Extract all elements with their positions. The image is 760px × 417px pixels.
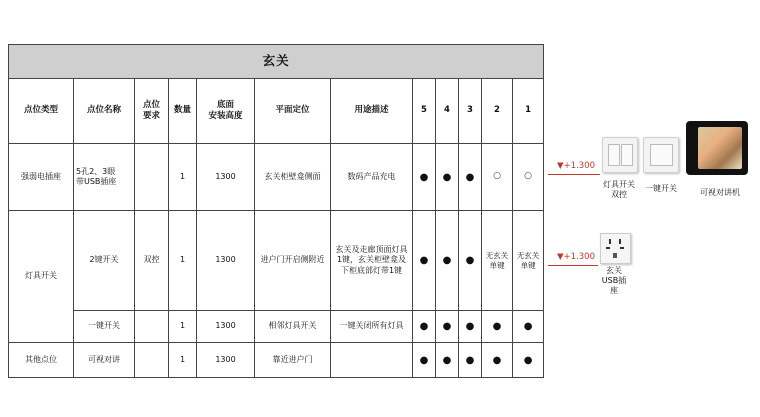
header-plan: 平面定位 [255,79,331,144]
cell-c4: ● [436,144,459,211]
cell-height: 1300 [197,211,255,311]
usb-outlet-icon [600,233,631,264]
cell-purpose: 玄关及走廊顶面灯具1键，玄关柜壁龛及下柜底部灯带1键 [331,211,413,311]
cell-c5: ● [413,343,436,378]
height-mark-line [548,265,598,266]
cell-name: 可视对讲 [74,343,135,378]
header-name: 点位名称 [74,79,135,144]
cell-req [135,343,169,378]
cell-c1: ○ [513,144,544,211]
cell-type: 强弱电插座 [9,144,74,211]
cell-c3: ● [459,144,482,211]
cell-req: 双控 [135,211,169,311]
cell-height: 1300 [197,343,255,378]
cell-qty: 1 [169,311,197,343]
height-mark-line [548,174,600,175]
cell-height: 1300 [197,144,255,211]
cell-c3: ● [459,211,482,311]
cell-name: 一键开关 [74,311,135,343]
header-c4: 4 [436,79,459,144]
intercom-icon [686,121,748,175]
header-c5: 5 [413,79,436,144]
cell-c5: ● [413,211,436,311]
cell-name: 5孔2、3眼 带USB插座 [74,144,135,211]
cell-c3: ● [459,311,482,343]
table-row [9,144,544,211]
cell-qty: 1 [169,144,197,211]
outlet-caption: 玄关 USB插 座 [601,266,627,295]
header-height: 底面 安装高度 [197,79,255,144]
cell-c1: ● [513,343,544,378]
cell-c4: ● [436,311,459,343]
single-switch-icon [643,137,679,173]
intercom-caption: 可视对讲机 [700,188,740,197]
header-purpose: 用途描述 [331,79,413,144]
table-title: 玄关 [9,45,544,79]
table-row [9,211,544,311]
height-mark-label: ▼+1.300 [557,252,595,262]
cell-c5: ● [413,311,436,343]
cell-purpose: 数码产品充电 [331,144,413,211]
cell-c2: 无玄关 单键 [482,211,513,311]
cell-c3: ● [459,343,482,378]
spec-table [8,44,544,378]
cell-type: 灯具开关 [9,211,74,343]
switch-caption: 灯具开关 双控 [603,180,635,199]
cell-type: 其他点位 [9,343,74,378]
cell-plan: 进户门开启侧附近 [255,211,331,311]
cell-plan: 玄关柜壁龛侧面 [255,144,331,211]
cell-plan: 相邻灯具开关 [255,311,331,343]
cell-c5: ● [413,144,436,211]
cell-c2: ○ [482,144,513,211]
header-c2: 2 [482,79,513,144]
header-type: 点位类型 [9,79,74,144]
cell-qty: 1 [169,343,197,378]
table-row [9,311,544,343]
cell-c2: ● [482,311,513,343]
header-c1: 1 [513,79,544,144]
table-row [9,343,544,378]
header-req: 点位 要求 [135,79,169,144]
header-c3: 3 [459,79,482,144]
cell-purpose [331,343,413,378]
cell-purpose: 一键关闭所有灯具 [331,311,413,343]
cell-plan: 靠近进户门 [255,343,331,378]
cell-req [135,144,169,211]
cell-c2: ● [482,343,513,378]
onekey-caption: 一键开关 [645,184,677,193]
cell-c4: ● [436,211,459,311]
cell-c1: ● [513,311,544,343]
height-mark-label: ▼+1.300 [557,161,595,171]
cell-name: 2键开关 [74,211,135,311]
header-qty: 数量 [169,79,197,144]
cell-height: 1300 [197,311,255,343]
cell-qty: 1 [169,211,197,311]
cell-req [135,311,169,343]
cell-c1: 无玄关 单键 [513,211,544,311]
double-switch-icon [602,137,638,173]
cell-c4: ● [436,343,459,378]
